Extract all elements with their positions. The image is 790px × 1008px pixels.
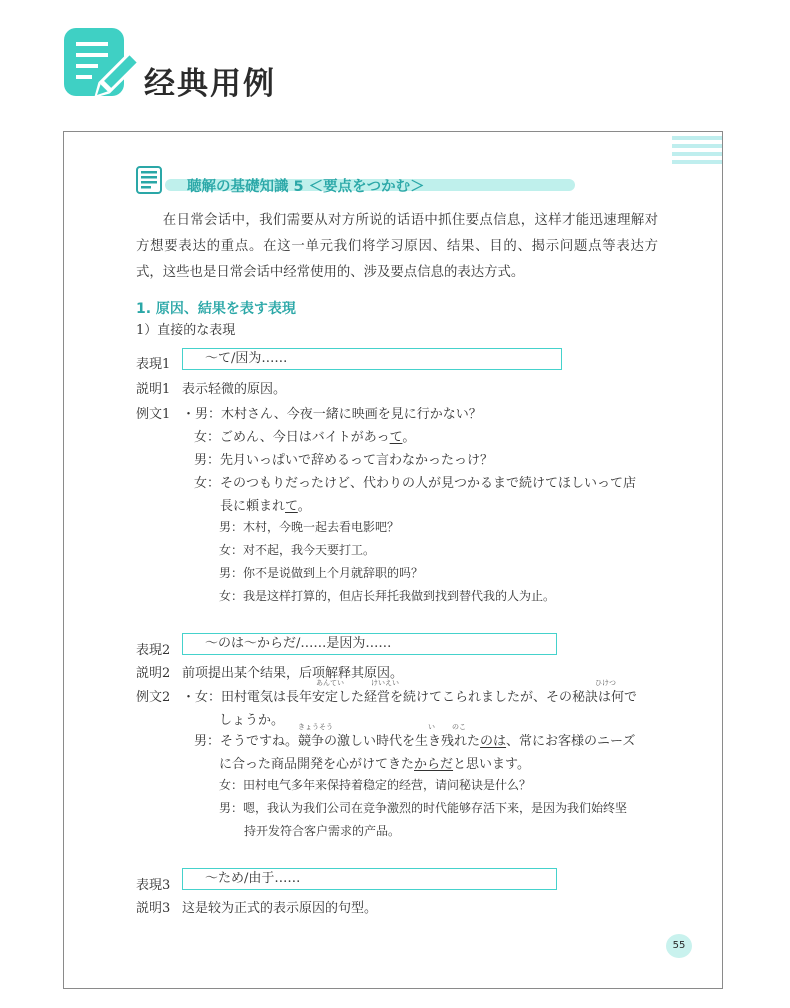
ruby-annotation: あんてい xyxy=(316,679,344,687)
page-header-title: 经典用例 xyxy=(144,66,276,102)
translation-line: 男：你不是说做到上个月就辞职的吗？ xyxy=(219,566,424,580)
explanation-label: 説明2 xyxy=(136,666,171,681)
example-line: 男：先月いっぱいで辞めるって言わなかったっけ？ xyxy=(194,453,494,468)
explanation-label: 説明1 xyxy=(136,382,171,397)
example-label: 例文2 xyxy=(136,690,171,705)
explanation-text: 这是较为正式的表示原因的句型。 xyxy=(182,901,378,916)
example-label: 例文1 xyxy=(136,407,171,422)
section-heading: 1. 原因、結果を表す表現 xyxy=(136,301,296,317)
translation-line: 女：对不起，我今天要打工。 xyxy=(219,543,376,557)
document-icon xyxy=(135,165,165,199)
explanation-label: 説明3 xyxy=(136,901,171,916)
expression-box: ～のは～からだ/……是因为…… xyxy=(182,633,557,655)
example-line: ・女：田村電気は長年安定した経営を続けてこられましたが、その秘訣は何で xyxy=(182,690,638,705)
underlined-karada: からだ xyxy=(414,757,454,772)
notepad-pencil-icon xyxy=(62,26,144,110)
example-line: 女：そのつもりだったけど、代わりの人が見つかるまで続けてほしいって店 xyxy=(194,476,637,491)
translation-line: 女：我是这样打算的，但店长拜托我做到找到替代我的人为止。 xyxy=(219,589,556,603)
translation-line: 持开发符合客户需求的产品。 xyxy=(244,824,401,838)
example-line: しょうか。 xyxy=(219,713,285,728)
corner-stripes xyxy=(672,136,722,168)
page-number: 55 xyxy=(666,934,692,958)
section-title: 聴解の基礎知識 5 ＜要点をつかむ＞ xyxy=(187,179,425,195)
expression-label: 表現3 xyxy=(136,878,171,893)
underlined-te: て xyxy=(285,499,298,514)
ruby-annotation: けいえい xyxy=(371,679,399,687)
expression-label: 表現1 xyxy=(136,357,171,372)
intro-paragraph: 在日常会话中，我们需要从对方所说的话语中抓住要点信息，这样才能迅速理解对方想要表达的重点。在这一单元我们将学习原因、结果、目的、揭示问题点等表达方式，这些也是日常会话中经常使用的、涉及要点信息的表达方式。 xyxy=(136,213,658,280)
ruby-annotation: ひけつ xyxy=(595,679,616,687)
ruby-annotation: い xyxy=(428,723,435,731)
explanation-text: 前项提出某个结果，后项解释其原因。 xyxy=(182,666,404,681)
example-line: 長に頼まれて。 xyxy=(220,499,311,514)
explanation-text: 表示轻微的原因。 xyxy=(182,382,287,397)
translation-line: 男：木村，今晚一起去看电影吧？ xyxy=(219,520,400,534)
expression-label: 表現2 xyxy=(136,643,171,658)
expression-box: ～ため/由于…… xyxy=(182,868,557,890)
expression-box: ～て/因为…… xyxy=(182,348,562,370)
example-line: 女：ごめん、今日はバイトがあって。 xyxy=(194,430,416,445)
example-line: ・男：木村さん、今夜一緒に映画を見に行かない？ xyxy=(182,407,482,422)
sub-heading: 1）直接的な表現 xyxy=(136,323,236,338)
underlined-noha: のは xyxy=(480,734,507,749)
example-line: に合った商品開発を心がけてきたからだと思います。 xyxy=(219,757,530,772)
translation-line: 男：嗯，我认为我们公司在竞争激烈的时代能够存活下来，是因为我们始终坚 xyxy=(219,801,628,815)
ruby-annotation: きょうそう xyxy=(298,723,333,731)
example-line: 男：そうですね。競争の激しい時代を生き残れたのは、常にお客様のニーズ xyxy=(194,734,636,749)
underlined-te: て xyxy=(389,430,403,445)
translation-line: 女：田村电气多年来保持着稳定的经营，请问秘诀是什么？ xyxy=(219,778,532,792)
ruby-annotation: のこ xyxy=(452,723,466,731)
